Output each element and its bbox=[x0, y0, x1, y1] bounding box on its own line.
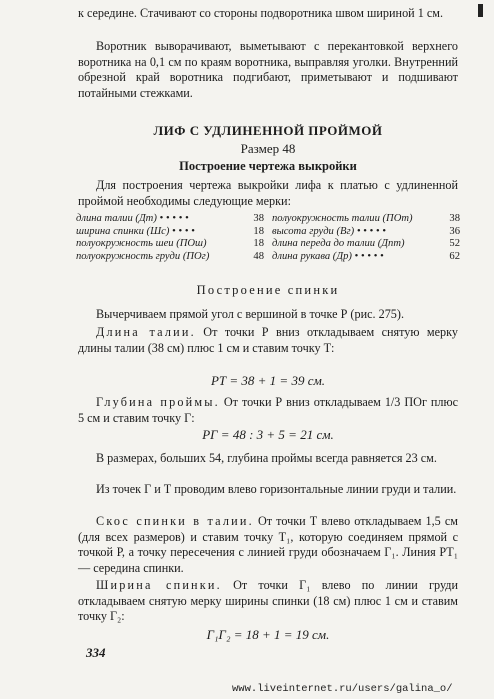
back-paragraph-4: В размерах, больших 54, глубина проймы всегда равняется 23 см. bbox=[96, 451, 437, 465]
measure-row: длина талии (Дт) • • • • • 38 bbox=[76, 213, 264, 224]
back-paragraph-1: Вычерчиваем прямой угол с вершиной в точке Р (рис. 275). bbox=[96, 307, 404, 321]
back-paragraph-5: Из точек Г и Т проводим влево горизонтальные линии груди и талии. bbox=[96, 482, 457, 496]
formula-pg: РГ = 48 : 3 + 5 = 21 см. bbox=[202, 427, 334, 442]
measurements-right-column bbox=[272, 213, 460, 263]
intro-line: к середине. Стачивают со стороны подворотника швом шириной 1 см. bbox=[78, 6, 444, 20]
section-title: ЛИФ С УДЛИНЕННОЙ ПРОЙМОЙ bbox=[153, 123, 383, 138]
back-paragraph-6: Скос спинки в талии. От точки Т влево откладываем 1,5 см (для всех размеров) и ставим точку Т₁, которую соединяем прямой с точкой Р, а точку пересечения с линией груди обозначаем Г₁. Линия РТ₁ — середина спинки. bbox=[78, 514, 458, 575]
source-url[interactable]: www.liveinternet.ru/users/galina_o/ bbox=[232, 683, 453, 695]
page-number: 334 bbox=[86, 645, 106, 660]
measure-row: длина переда до талии (Дпт) 52 bbox=[272, 238, 460, 250]
back-paragraph-7: Ширина спинки. От точки Г₁ влево по линии груди откладываем снятую мерку ширины спинки (18 см) плюс 1 см и ставим точку Г₂: bbox=[78, 578, 458, 623]
back-paragraph-2: Длина талии. От точки Р вниз откладываем снятую мерку длины талии (38 см) плюс 1 см и ставим точку Т: bbox=[78, 325, 458, 355]
formula-pt: РТ = 38 + 1 = 39 см. bbox=[210, 373, 326, 388]
measure-row: длина рукава (Др) • • • • • 62 bbox=[272, 250, 460, 262]
measure-row: полуокружность груди (ПОг) 48 bbox=[76, 250, 264, 262]
back-paragraph-3: Глубина проймы. От точки Р вниз откладываем 1/3 ПОг плюс 5 см и ставим точку Г: bbox=[78, 395, 459, 425]
measure-row: полуокружность талии (ПОт) 38 bbox=[272, 213, 460, 224]
section-size: Размер 48 bbox=[240, 141, 296, 156]
section-intro: Для построения чертежа выкройки лифа к платью с удлиненной проймой необходимы следующие мерки: bbox=[78, 178, 458, 208]
measure-row: ширина спинки (Шс) • • • • 18 bbox=[76, 225, 264, 237]
binding-mark bbox=[478, 4, 483, 17]
measurements-left-column bbox=[76, 213, 264, 263]
back-heading: Построение спинки bbox=[196, 283, 340, 297]
formula-g1g2: Г₁Г₂ = 18 + 1 = 19 см. bbox=[206, 627, 330, 642]
section-subtitle: Построение чертежа выкройки bbox=[179, 159, 357, 173]
intro-paragraph: Воротник выворачивают, выметывают с перекантовкой верхнего воротника на 0,1 см по краям воротника, выправляя уголки. Внутренний обрезной край воротника подгибают, приметывают и подшивают потайными стежками. bbox=[78, 39, 458, 100]
measure-row: высота груди (Вг) • • • • • 36 bbox=[272, 225, 460, 237]
measure-row: полуокружность шеи (ПОш) 18 bbox=[76, 238, 264, 250]
